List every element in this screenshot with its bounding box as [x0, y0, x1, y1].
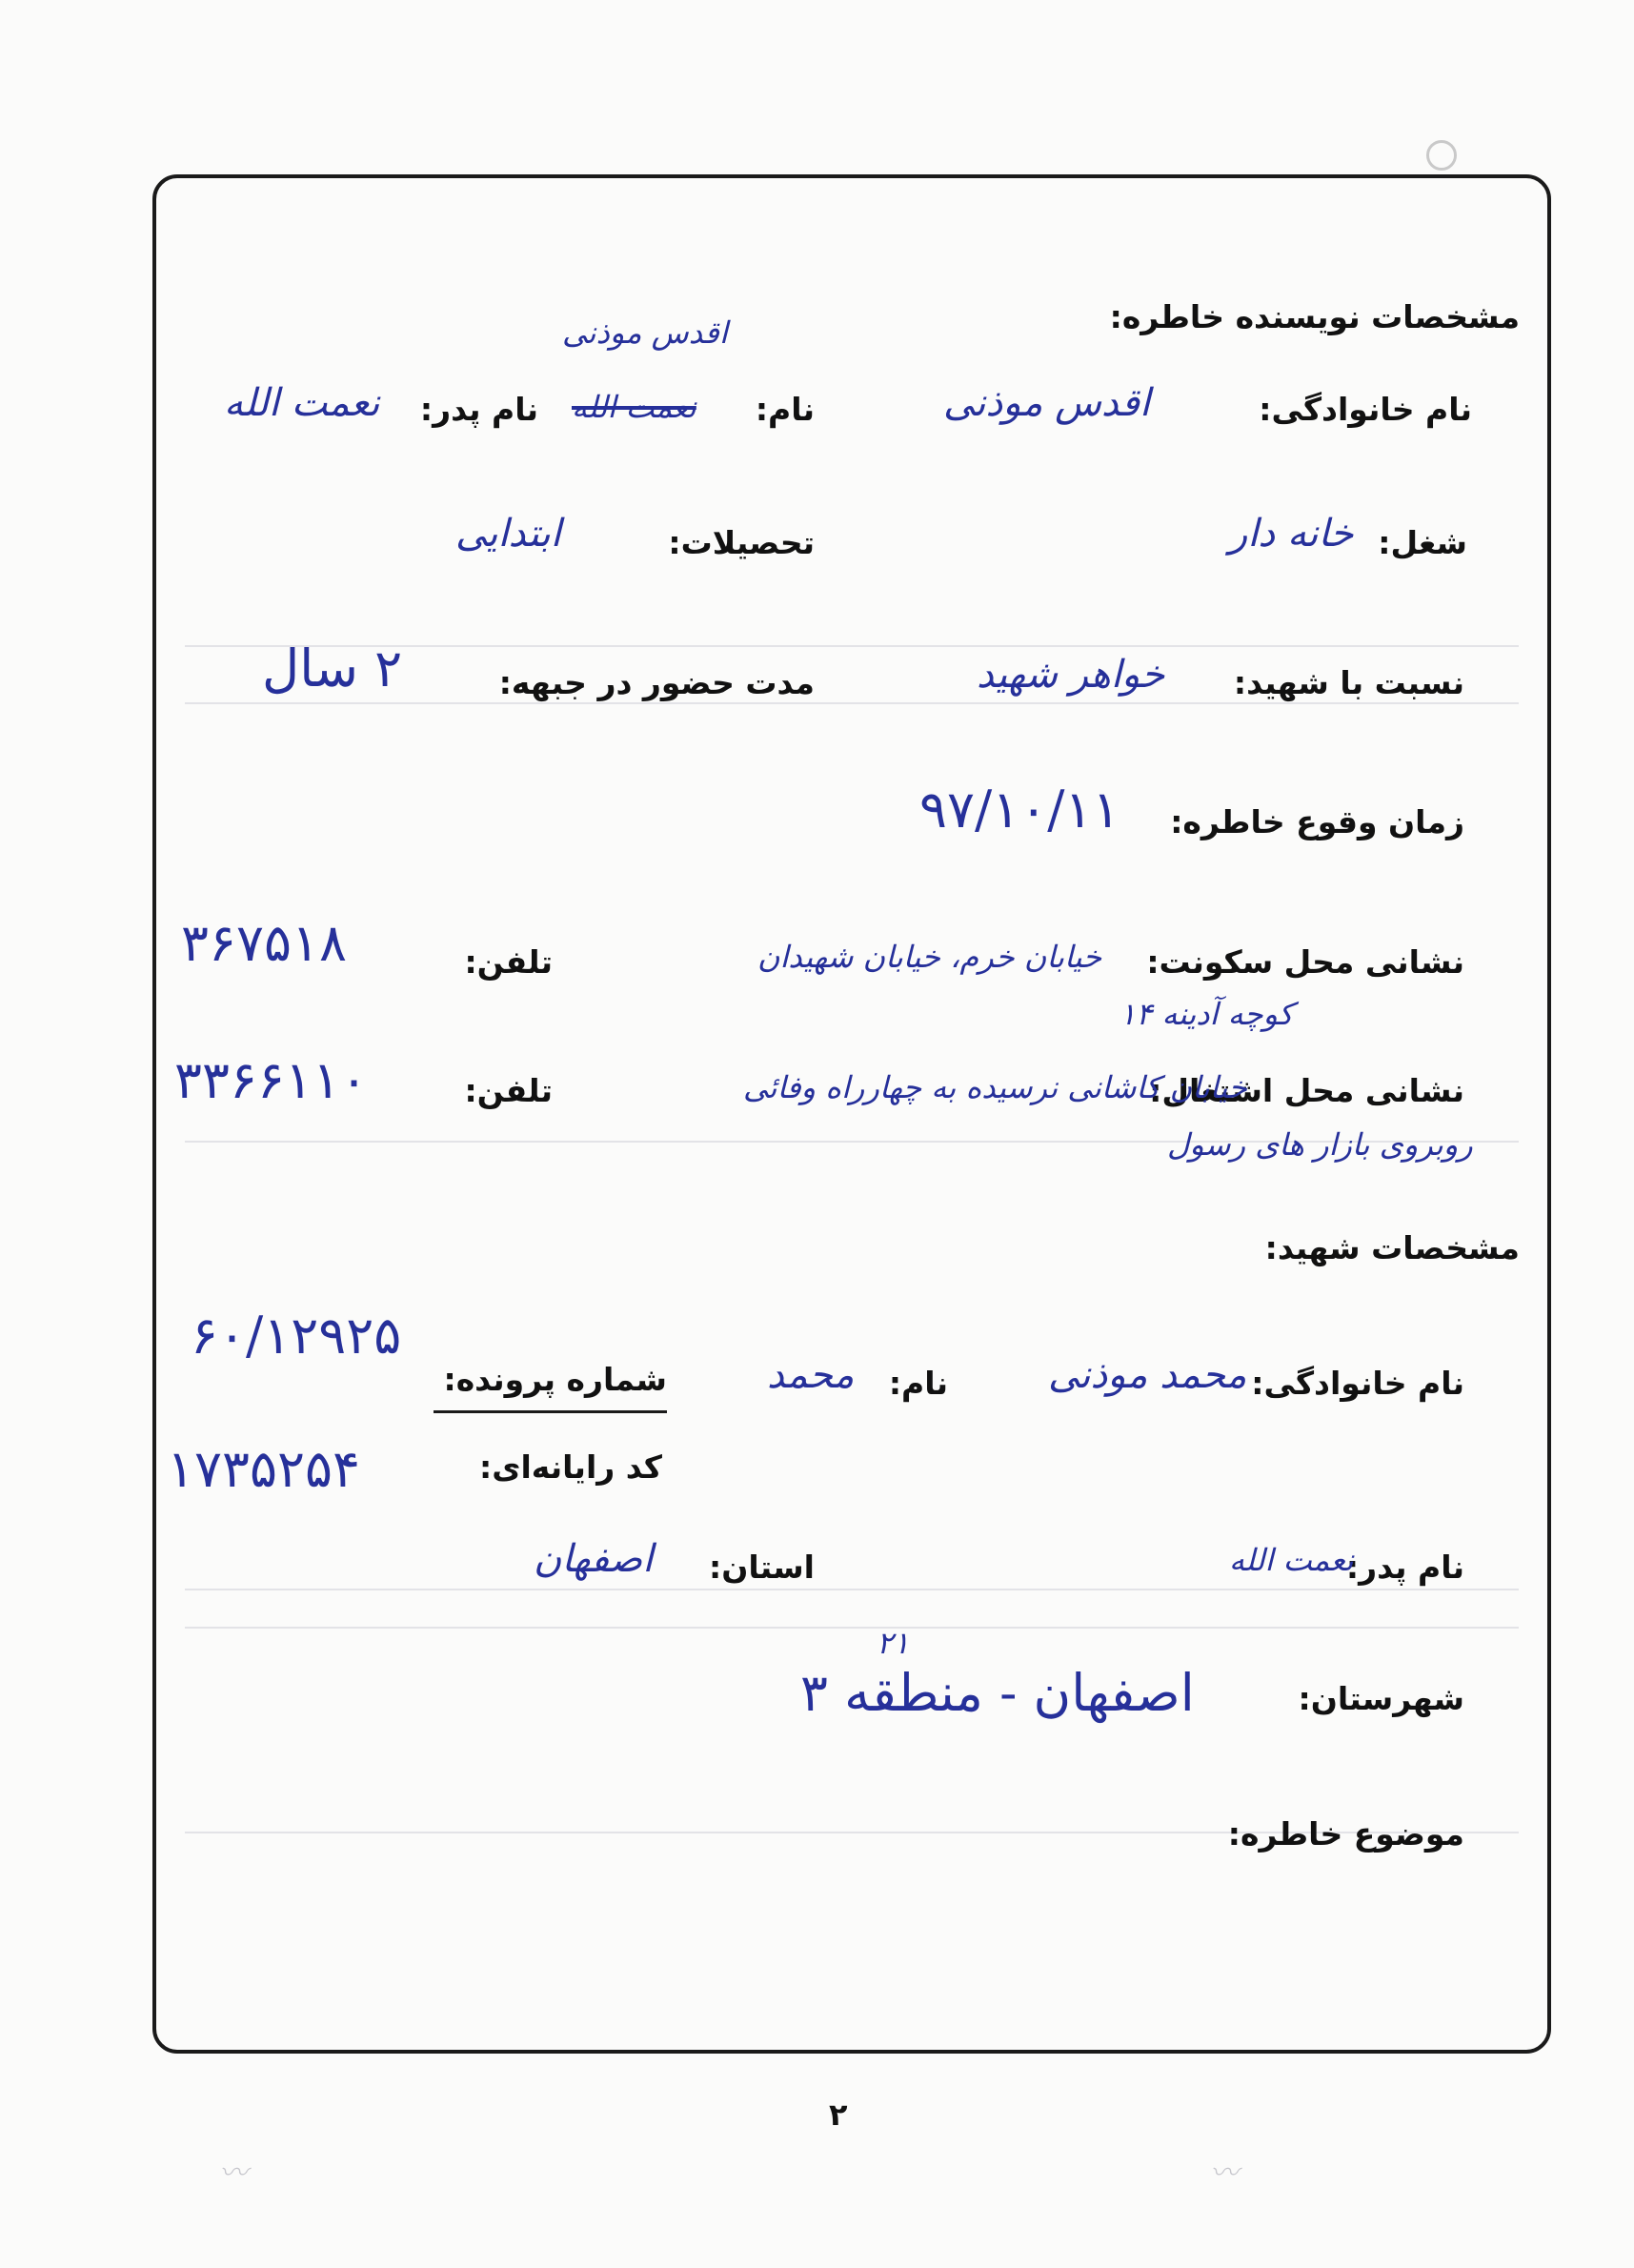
martyr-family-value: محمد موذنی	[1048, 1353, 1247, 1397]
writer-family-label: نام خانوادگی:	[1259, 391, 1472, 428]
education-label: تحصیلات:	[668, 524, 815, 561]
work-value-2: روبروی بازار های رسول	[1167, 1126, 1473, 1163]
writer-name-label: نام:	[755, 391, 815, 428]
work-value: خیابان کاشانی نرسیده به چهارراه وفائی	[743, 1069, 1247, 1105]
page-number: ۲	[829, 2096, 848, 2133]
memory-time-label: زمان وقوع خاطره:	[1170, 803, 1464, 840]
bleed-signature: 〰︎	[219, 2157, 248, 2190]
job-label: شغل:	[1378, 524, 1467, 561]
residence-phone-label: تلفن:	[464, 943, 553, 981]
city-value: اصفهان - منطقه ۳	[800, 1663, 1195, 1723]
martyr-father-label: نام پدر:	[1345, 1549, 1464, 1586]
province-value: اصفهان	[534, 1537, 654, 1581]
topic-label: موضوع خاطره:	[1227, 1815, 1464, 1853]
work-label: نشانی محل اشتغال:	[1149, 1072, 1464, 1109]
city-label: شهرستان:	[1298, 1680, 1464, 1717]
martyr-name-label: نام:	[888, 1365, 948, 1402]
form-frame	[152, 174, 1551, 2054]
bleed-signature: 〰︎	[1210, 2157, 1239, 2190]
writer-name-crossed: نعمت الله	[572, 389, 696, 425]
writer-father-value: نعمت الله	[224, 381, 380, 425]
writer-family-value: اقدس موذنی	[943, 381, 1151, 425]
martyr-family-label: نام خانوادگی:	[1251, 1365, 1464, 1402]
writer-heading: مشخصات نویسنده خاطره:	[1109, 298, 1520, 335]
city-note: ۲۱	[877, 1625, 910, 1661]
relation-value: خواهر شهید	[977, 653, 1165, 697]
province-label: استان:	[709, 1549, 815, 1586]
writer-father-label: نام پدر:	[419, 391, 538, 428]
work-phone-label: تلفن:	[464, 1072, 553, 1109]
ghost-line	[185, 1627, 1519, 1629]
education-value: ابتدایی	[455, 512, 561, 556]
martyr-father-value: نعمت الله	[1229, 1542, 1354, 1578]
residence-value: خیابان خرم، خیابان شهیدان	[757, 939, 1102, 975]
martyr-heading: مشخصات شهید:	[1264, 1229, 1520, 1266]
ghost-line	[185, 702, 1519, 704]
file-number-underline	[434, 1410, 667, 1413]
ghost-line	[185, 1589, 1519, 1590]
martyr-name-value: محمد	[767, 1353, 855, 1397]
front-duration-value: ۲ سال	[262, 638, 403, 699]
computer-code-label: کد رایانه‌ای:	[479, 1448, 662, 1486]
job-value: خانه دار	[1229, 512, 1354, 556]
residence-label: نشانی محل سکونت:	[1146, 943, 1464, 981]
front-duration-label: مدت حضور در جبهه:	[498, 664, 815, 701]
residence-value-2: کوچه آدینه ۱۴	[1120, 996, 1294, 1032]
work-phone-value: ۳۳۶۶۱۱۰	[174, 1050, 369, 1110]
punch-hole	[1426, 140, 1457, 171]
computer-code-value: ۱۷۳۵۲۵۴	[167, 1439, 361, 1499]
memory-time-value: ۹۷/۱۰/۱۱	[919, 780, 1120, 840]
residence-phone-value: ۳۶۷۵۱۸	[181, 913, 348, 973]
file-number-label: شماره پرونده:	[443, 1361, 667, 1398]
writer-name-value: اقدس موذنی	[562, 314, 728, 351]
file-number-value: ۶۰/۱۲۹۲۵	[191, 1306, 402, 1366]
relation-label: نسبت با شهید:	[1233, 664, 1464, 701]
